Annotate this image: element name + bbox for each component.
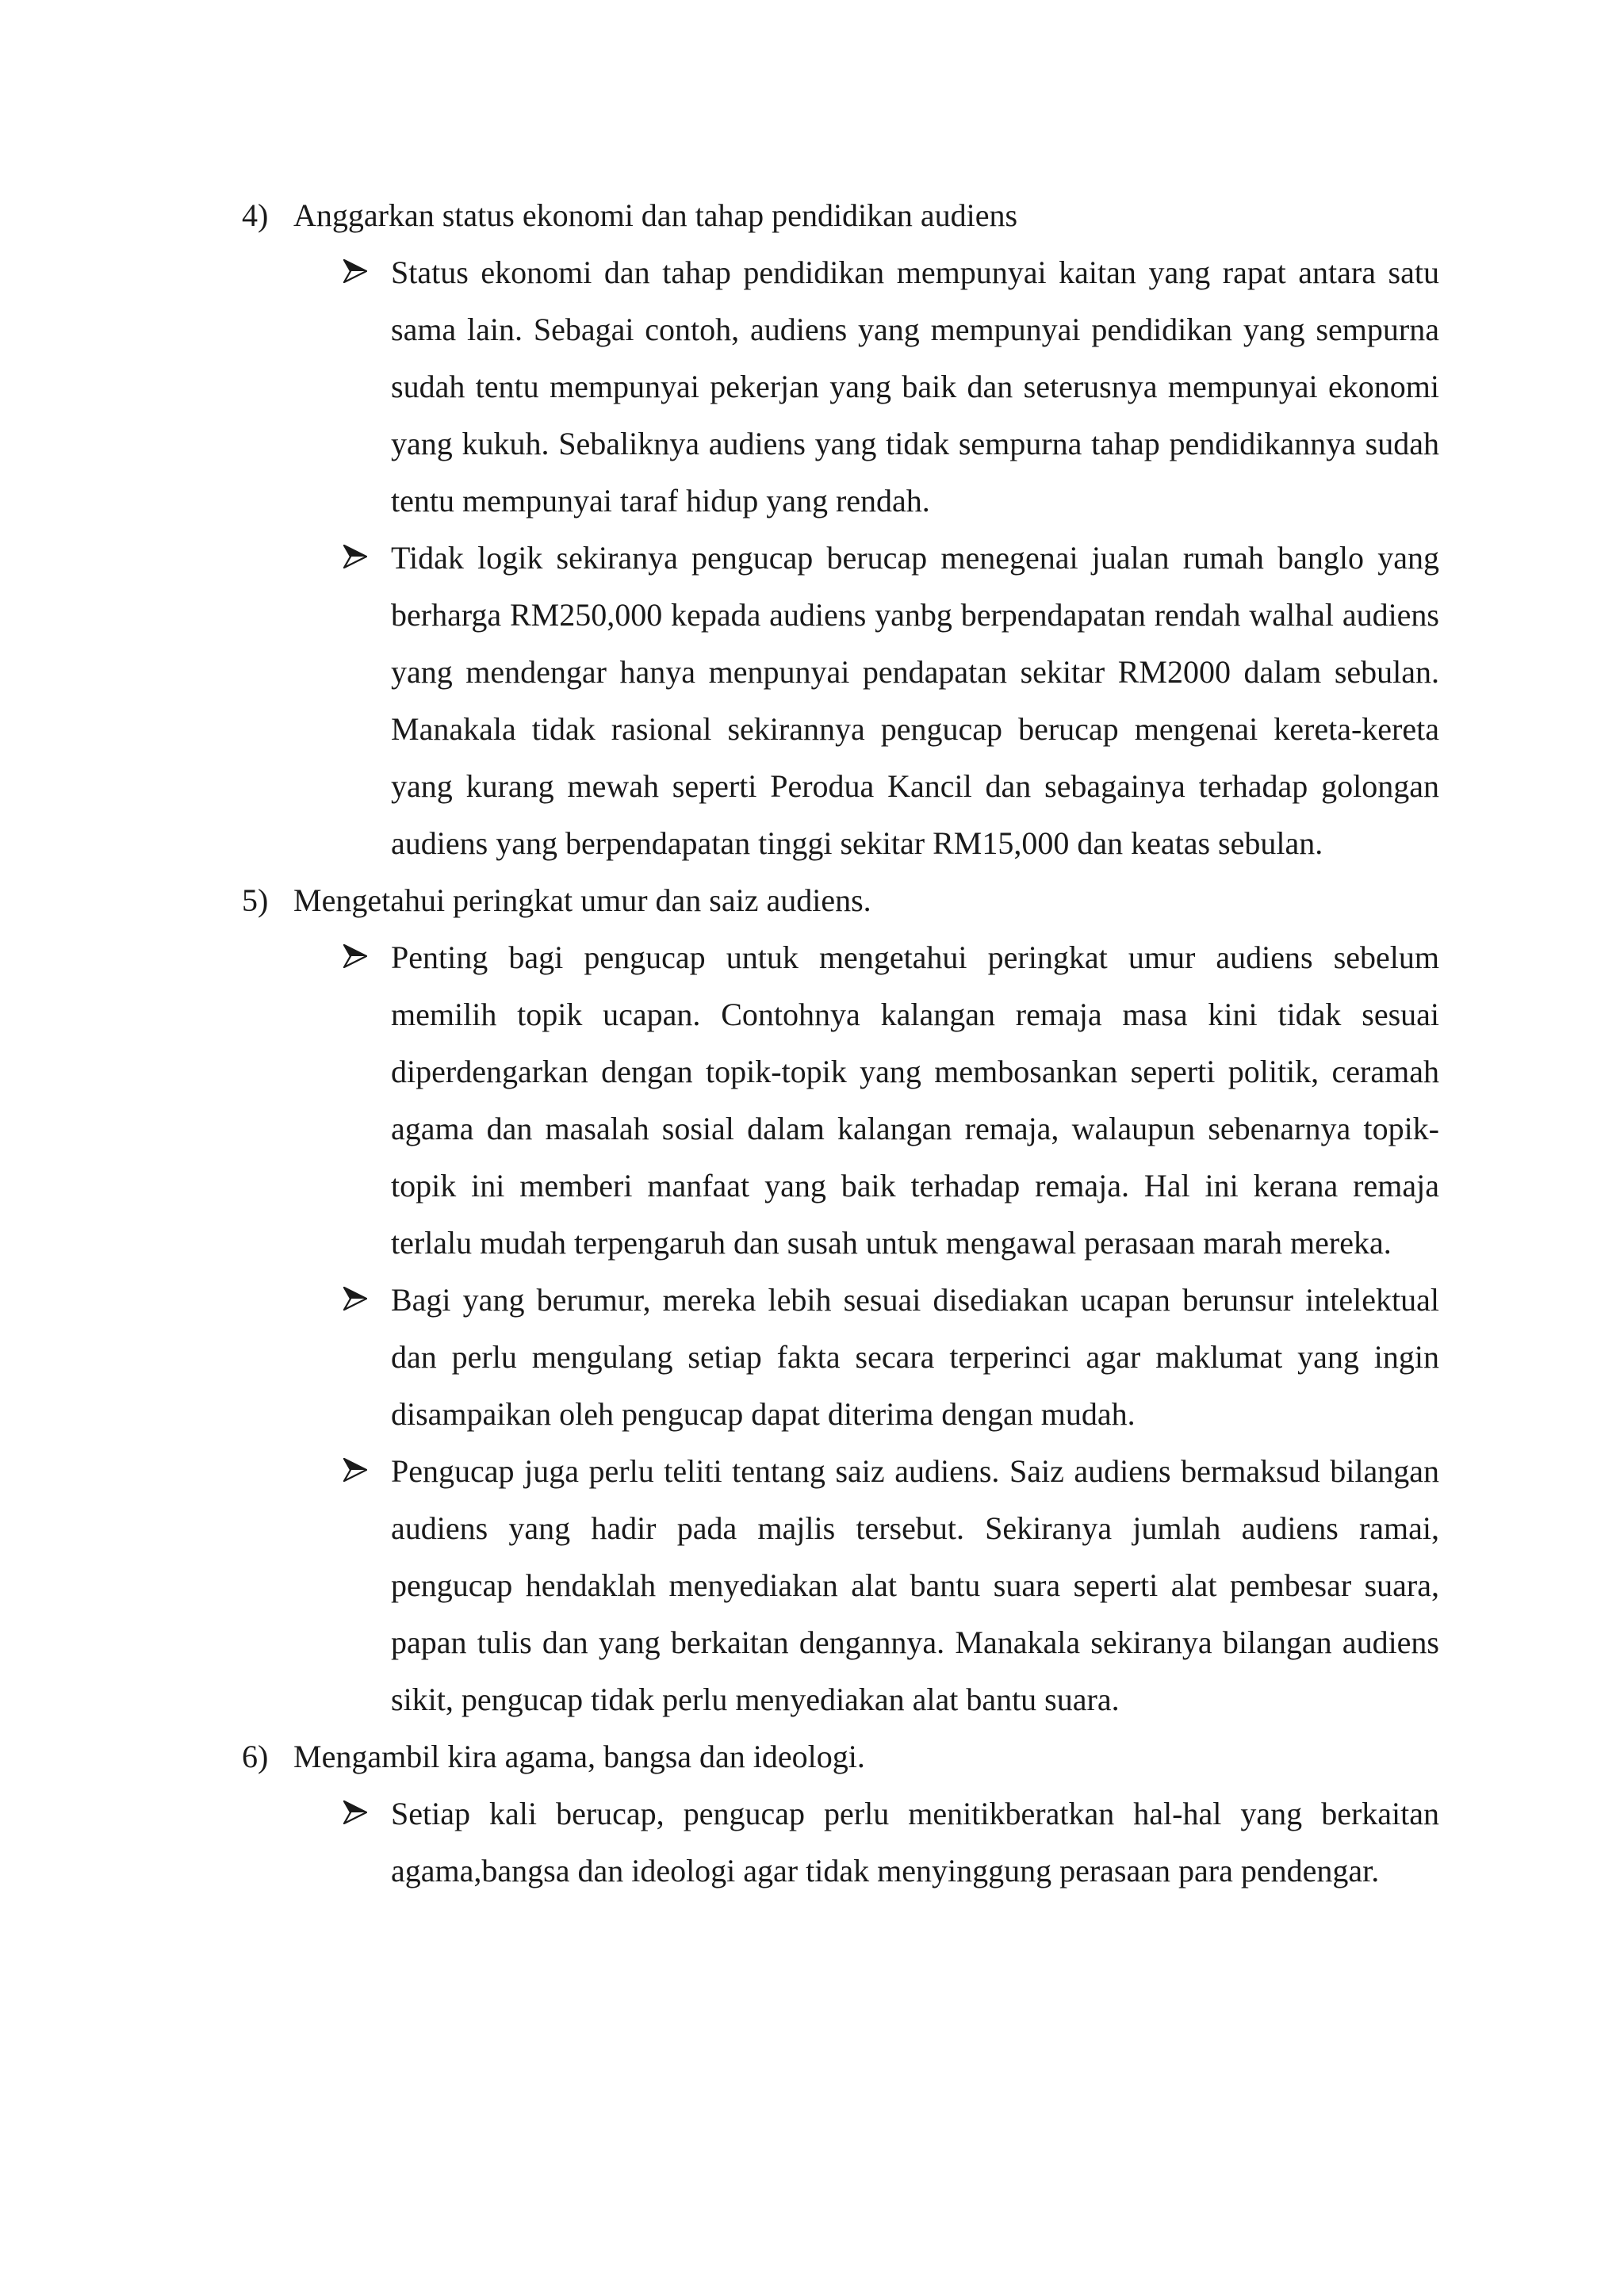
bullet-item xyxy=(391,1272,1439,1443)
bullet-text: Tidak logik sekiranya pengucap berucap menegenai jualan rumah banglo yang berharga RM250,000 kepada audiens yanbg berpendapatan rendah walhal audiens yang mendengar hanya menpunyai pendapatan sekitar RM2000 dalam sebulan. Manakala tidak rasional sekirannya pengucap berucap mengenai kereta-kereta yang kurang mewah seperti Perodua Kancil dan sebagainya terhadap golongan audiens yang berpendapatan tinggi sekitar RM15,000 dan keatas sebulan. xyxy=(391,540,1439,861)
bullet-text: Status ekonomi dan tahap pendidikan mempunyai kaitan yang rapat antara satu sama lain. Sebagai contoh, audiens yang mempunyai pendidikan yang sempurna sudah tentu mempunyai pekerjan yang baik dan seterusnya mempunyai ekonomi yang kukuh. Sebaliknya audiens yang tidak sempurna tahap pendidikannya sudah tentu mempunyai taraf hidup yang rendah. xyxy=(391,254,1439,519)
arrowhead-bullet-icon xyxy=(343,929,375,986)
bullet-item xyxy=(391,1443,1439,1728)
section-title: Mengambil kira agama, bangsa dan ideologi. xyxy=(293,1739,865,1774)
section-number: 6) xyxy=(242,1739,269,1774)
bullet-text: Penting bagi pengucap untuk mengetahui peringkat umur audiens sebelum memilih topik ucapan. Contohnya kalangan remaja masa kini tidak sesuai diperdengarkan dengan topik-topik yang membosankan seperti politik, ceramah agama dan masalah sosial dalam kalangan remaja, walaupun sebenarnya topik-topik ini memberi manfaat yang baik terhadap remaja. Hal ini kerana remaja terlalu mudah terpengaruh dan susah untuk mengawal perasaan marah mereka. xyxy=(391,939,1439,1261)
bullet-item xyxy=(391,929,1439,1272)
bullet-item xyxy=(391,1785,1439,1900)
section-number: 4) xyxy=(242,197,269,233)
section-title: Anggarkan status ekonomi dan tahap pendidikan audiens xyxy=(293,197,1018,233)
arrowhead-bullet-icon xyxy=(343,1443,375,1500)
bullet-item xyxy=(391,244,1439,530)
section-heading xyxy=(242,872,1439,929)
section-heading xyxy=(242,1728,1439,1785)
section-5 xyxy=(242,872,1439,1728)
bullet-text: Setiap kali berucap, pengucap perlu menitikberatkan hal-hal yang berkaitan agama,bangsa dan ideologi agar tidak menyinggung perasaan para pendengar. xyxy=(391,1796,1439,1888)
section-4 xyxy=(242,187,1439,872)
bullet-list xyxy=(242,1785,1439,1900)
bullet-text: Pengucap juga perlu teliti tentang saiz audiens. Saiz audiens bermaksud bilangan audiens yang hadir pada majlis tersebut. Sekiranya jumlah audiens ramai, pengucap hendaklah menyediakan alat bantu suara seperti alat pembesar suara, papan tulis dan yang berkaitan dengannya. Manakala sekiranya bilangan audiens sikit, pengucap tidak perlu menyediakan alat bantu suara. xyxy=(391,1453,1439,1717)
arrowhead-bullet-icon xyxy=(343,1272,375,1329)
section-6 xyxy=(242,1728,1439,1900)
section-title: Mengetahui peringkat umur dan saiz audiens. xyxy=(293,882,871,918)
bullet-text: Bagi yang berumur, mereka lebih sesuai disediakan ucapan berunsur intelektual dan perlu mengulang setiap fakta secara terperinci agar maklumat yang ingin disampaikan oleh pengucap dapat diterima dengan mudah. xyxy=(391,1282,1439,1432)
section-heading xyxy=(242,187,1439,244)
arrowhead-bullet-icon xyxy=(343,1785,375,1843)
arrowhead-bullet-icon xyxy=(343,244,375,301)
bullet-list xyxy=(242,929,1439,1728)
bullet-list xyxy=(242,244,1439,872)
bullet-item xyxy=(391,530,1439,872)
section-number: 5) xyxy=(242,882,269,918)
arrowhead-bullet-icon xyxy=(343,530,375,587)
document-body xyxy=(242,187,1439,1900)
